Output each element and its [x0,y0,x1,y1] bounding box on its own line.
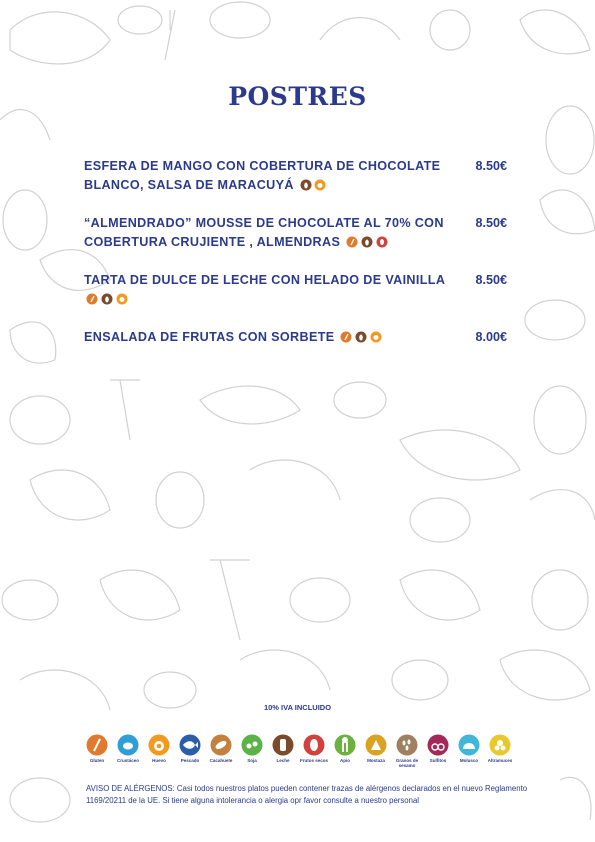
mustard-icon [365,734,387,756]
allergen-notice: AVISO DE ALÉRGENOS: Casi todos nuestros platos pueden contener trazas de alérgenos declarados en el nuevo Reglamento 1169/20211 de la UE. Si tiene alguna intolerancia o alergia opr favor consulte a nuestro personal [86,784,528,805]
allergen-cacahuete: Cacahuete [206,734,236,763]
allergen-sesamo: Granos de sesamo [392,734,422,768]
sesame-icon [396,734,418,756]
allergen-apio: Apio [330,734,360,763]
allergen-mostaza: Mostaza [361,734,391,763]
celery-icon [334,734,356,756]
shell-icon [458,734,480,756]
allergen-frutos-secos: Frutos secos [299,734,329,763]
allergen-molusco: Molusco [454,734,484,763]
menu-item [84,157,514,197]
allergen-altramuces: Altramuces [485,734,515,763]
soy-icon [241,734,263,756]
allergen-icons [86,292,128,311]
item-price: 8.00€ [475,330,507,344]
iva-note: 10% IVA INCLUIDO [263,703,332,712]
item-name: TARTA DE DULCE DE LECHE CON HELADO DE VAINILLA [84,273,445,287]
peanut-icon [210,734,232,756]
egg-icon [148,734,170,756]
menu-item [84,271,514,311]
item-name: ESFERA DE MANGO CON COBERTURA DE CHOCOLATE BLANCO, SALSA DE MARACUYÁ [84,159,441,192]
item-name: ENSALADA DE FRUTAS CON SORBETE [84,330,335,344]
gluten-icon [86,734,108,756]
lupin-icon [489,734,511,756]
sulfite-icon [427,734,449,756]
allergen-crustaceo: Crustáceo [113,734,143,763]
nut-icon [303,734,325,756]
menu-item [84,328,514,349]
item-price: 8.50€ [475,216,507,230]
allergen-icons [340,330,382,349]
allergen-icons [346,235,388,254]
page-title: POSTRES [228,82,367,111]
fish-icon [179,734,201,756]
allergen-sulfitos: Sulfitos [423,734,453,763]
allergen-leche: Leche [268,734,298,763]
allergen-icons [300,178,327,197]
allergen-gluten: Gluten [82,734,112,763]
allergen-soja: Soja [237,734,267,763]
item-name: “ALMENDRADO” MOUSSE DE CHOCOLATE AL 70% CON COBERTURA CRUJIENTE , ALMENDRAS [84,216,444,249]
menu-item [84,214,514,254]
allergen-legend [82,734,522,774]
allergen-pescado: Pescado [175,734,205,763]
item-price: 8.50€ [475,273,507,287]
milk-icon [272,734,294,756]
allergen-huevo: Huevo [144,734,174,763]
item-price: 8.50€ [475,159,507,173]
crab-icon [117,734,139,756]
